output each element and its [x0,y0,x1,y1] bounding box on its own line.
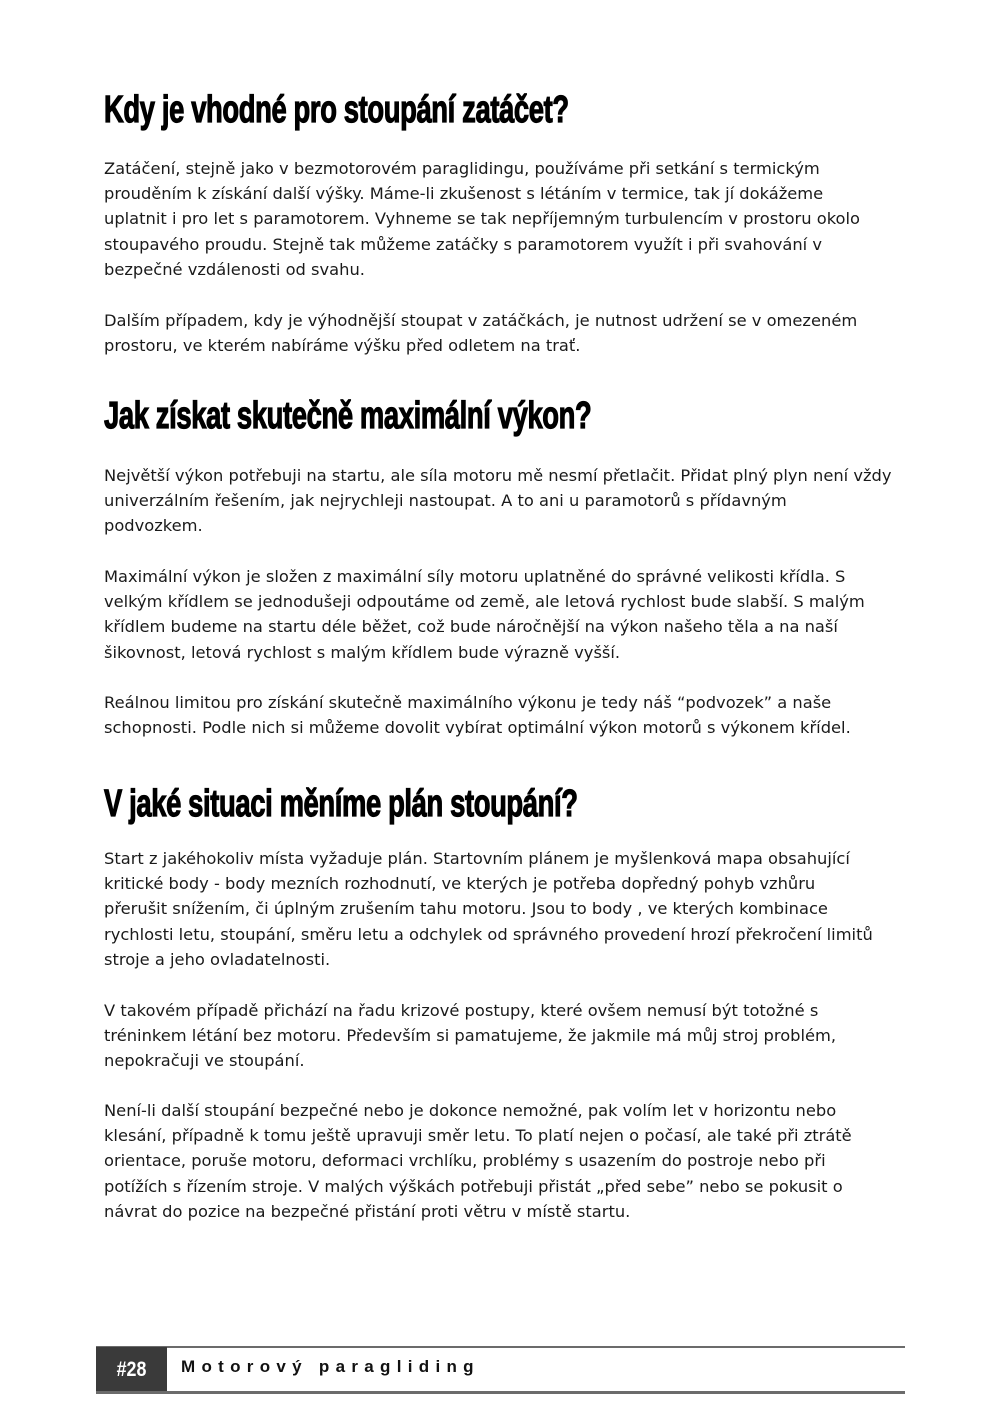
text-line: Největší výkon potřebuji na startu, ale síla motoru mě nesmí přetlačit. Přidat plný plyn není vždy [104,466,892,485]
text-line: kritické body - body mezních rozhodnutí, ve kterých je potřeba dopředný pohyb vzhůru [104,874,816,894]
paragraph [104,1098,904,1224]
text-line: potížích s řízením stroje. V malých výškách potřebuji přistát „před sebe” nebo se pokusit o [104,1176,843,1196]
text-line: Start z jakéhokoliv místa vyžaduje plán. Startovním plánem je myšlenková mapa obsahující [104,849,850,868]
text-line: schopnosti. Podle nich si můžeme dovolit vybírat optimální výkon motorů s výkonem křídel. [104,718,851,738]
text-line: návrat do pozice na bezpečné přistání proti větru v místě startu. [104,1201,631,1221]
text-line: V takovém případě přichází na řadu krizové postupy, které ovšem nemusí být totožné s [104,1001,819,1020]
text-line: orientace, poruše motoru, deformaci vrchlíku, problémy s usazením do postroje nebo při [104,1151,826,1171]
text-line: křídlem budeme na startu déle běžet, což bude náročnější na výkon našeho těla a na naší [104,617,838,637]
paragraph [104,998,904,1074]
text-line: stoupavého proudu. Stejně tak můžeme zatáčky s paramotorem využít i při svahování v [104,234,823,254]
paragraph [104,156,904,282]
text-line: uplatnit i pro let s paramotorem. Vyhneme se tak nepříjemným turbulencím v prostoru okolo [104,209,861,229]
section-heading: V jaké situaci měníme plán stoupání? [104,783,578,825]
paragraph [104,564,904,665]
text-line: univerzálním řešením, jak nejrychleji nastoupat. A to ani u paramotorů s přídavným [104,491,787,511]
text-line: prostoru, ve kterém nabíráme výšku před odletem na trať. [104,336,581,356]
footer-divider-bottom [96,1391,905,1394]
paragraph [104,463,904,539]
paragraph [104,308,904,358]
text-line: Zatáčení, stejně jako v bezmotorovém paraglidingu, používáme při setkání s termickým [104,159,820,178]
text-line: bezpečné vzdálenosti od svahu. [104,259,365,279]
text-line: tréninkem létání bez motoru. Především si pamatujeme, že jakmile má můj stroj problém, [104,1026,837,1046]
text-line: šikovnost, letová rychlost s malým křídlem bude výrazně vyšší. [104,642,621,662]
running-title: Motorový paragliding [181,1357,480,1376]
text-line: velkým křídlem se jednodušeji odpoutáme od země, ale letová rychlost bude slabší. S malým [104,592,865,612]
paragraph [104,690,904,740]
footer-divider-top [96,1346,905,1348]
text-line: podvozkem. [104,516,203,536]
section-heading: Kdy je vhodné pro stoupání zatáčet? [104,89,569,131]
text-line: Dalším případem, kdy je výhodnější stoupat v zatáčkách, je nutnost udržení se v omezeném [104,311,858,330]
text-line: prouděním k získání další výšky. Máme-li zkušenost s létáním v termice, tak jí dokážeme [104,184,824,204]
text-line: přerušit snížením, či úplným zrušením tahu motoru. Jsou to body , ve kterých kombinace [104,899,828,919]
paragraph [104,846,904,972]
page-number-box [96,1347,167,1393]
page-number: #28 [116,1358,147,1381]
text-line: nepokračuji ve stoupání. [104,1051,305,1071]
text-line: rychlosti letu, stoupání, směru letu a odchylek od správného provedení hrozí překročení limitů [104,924,873,944]
text-line: klesání, případně k tomu ještě upravuji směr letu. To platí nejen o počasí, ale také při ztrátě [104,1126,852,1146]
text-line: stroje a jeho ovladatelnosti. [104,949,331,969]
text-line: Není-li další stoupání bezpečné nebo je dokonce nemožné, pak volím let v horizontu nebo [104,1101,837,1120]
text-line: Maximální výkon je složen z maximální síly motoru uplatněné do správné velikosti křídla. S [104,567,846,586]
text-line: Reálnou limitou pro získání skutečně maximálního výkonu je tedy náš “podvozek” a naše [104,693,832,712]
section-heading: Jak získat skutečně maximální výkon? [104,395,592,437]
